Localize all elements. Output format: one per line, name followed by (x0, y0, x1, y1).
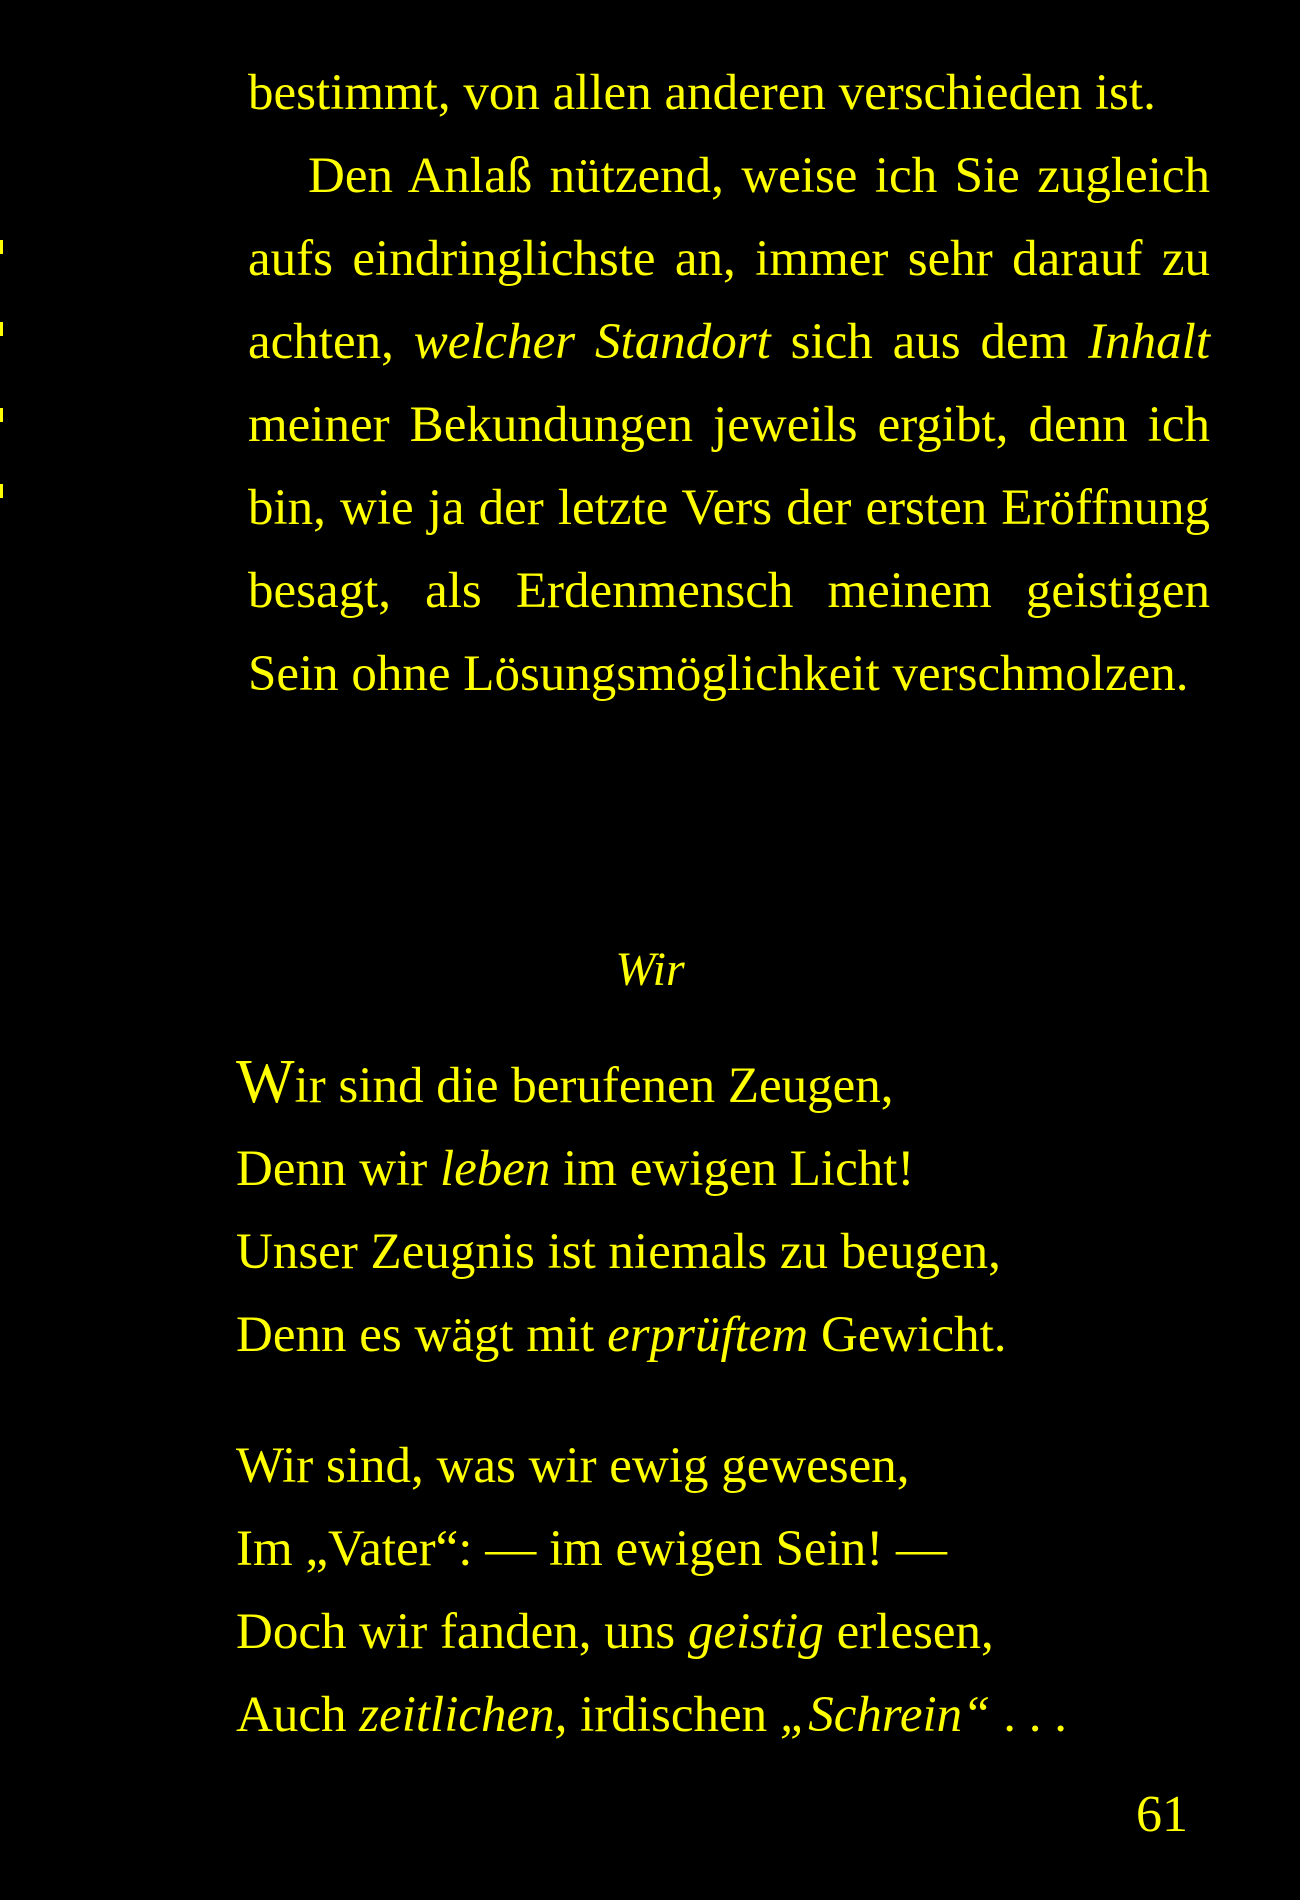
poem-emphasis: geistig (687, 1604, 824, 1660)
prose-emphasis: welcher Standort (413, 314, 771, 370)
prose-text: meiner Bekundungen jeweils ergibt, denn ich bin, wie ja der letzte Vers der ersten Eröffnung besagt, als Erdenmensch meinem geistigen Sein ohne Lösungsmöglichkeit verschmolzen. (248, 397, 1210, 702)
poem-emphasis: „Schrein“ (779, 1687, 991, 1743)
poem-stanza-2 (236, 1425, 1216, 1757)
poem-line: Wir sind, was wir ewig gewesen, (236, 1438, 910, 1494)
prose-block (248, 52, 1210, 716)
poem-line: Im „Vater“: — im ewigen Sein! — (236, 1521, 947, 1577)
drop-cap: W (236, 1048, 295, 1116)
poem-line (236, 1128, 1216, 1211)
poem-text: irdischen (567, 1687, 780, 1743)
poem-text: Denn wir (236, 1141, 440, 1197)
poem-text: Denn es wägt mit (236, 1307, 608, 1363)
page-number: 61 (1136, 1786, 1188, 1843)
poem-title: Wir (615, 943, 685, 996)
poem-line (236, 1674, 1216, 1757)
margin-marks (0, 240, 8, 500)
poem-line: Unser Zeugnis ist niemals zu beugen, (236, 1224, 1001, 1280)
poem-text: ir sind die berufenen Zeugen, (294, 1058, 894, 1114)
poem-emphasis: zeitlichen, (359, 1687, 568, 1743)
poem-text: erlesen, (823, 1604, 994, 1660)
poem-stanza-1 (236, 1045, 1216, 1377)
poem-emphasis: erprüftem (607, 1307, 809, 1363)
prose-emphasis: Inhalt (1088, 314, 1210, 370)
poem-line (236, 1045, 1216, 1128)
margin-mark (0, 484, 3, 498)
margin-mark (0, 240, 3, 254)
poem-text: Doch wir fanden, uns (236, 1604, 688, 1660)
prose-paragraph-2 (248, 135, 1210, 716)
poem-line (236, 1294, 1216, 1377)
poem-text: Gewicht. (808, 1307, 1007, 1363)
poem-text: Auch (236, 1687, 360, 1743)
poem-emphasis: leben (439, 1141, 551, 1197)
prose-paragraph-1: bestimmt, von allen anderen verschieden ist. (248, 65, 1156, 121)
poem-line (236, 1591, 1216, 1674)
margin-mark (0, 322, 3, 336)
margin-mark (0, 408, 3, 422)
prose-text: sich aus dem (770, 314, 1089, 370)
poem-text: . . . (990, 1687, 1067, 1743)
poem-text: im ewigen Licht! (550, 1141, 915, 1197)
prose-text: Den Anlaß nützend, weise ich Sie zugleich aufs eindringlichste an, immer sehr darauf zu achten, (248, 148, 1210, 370)
